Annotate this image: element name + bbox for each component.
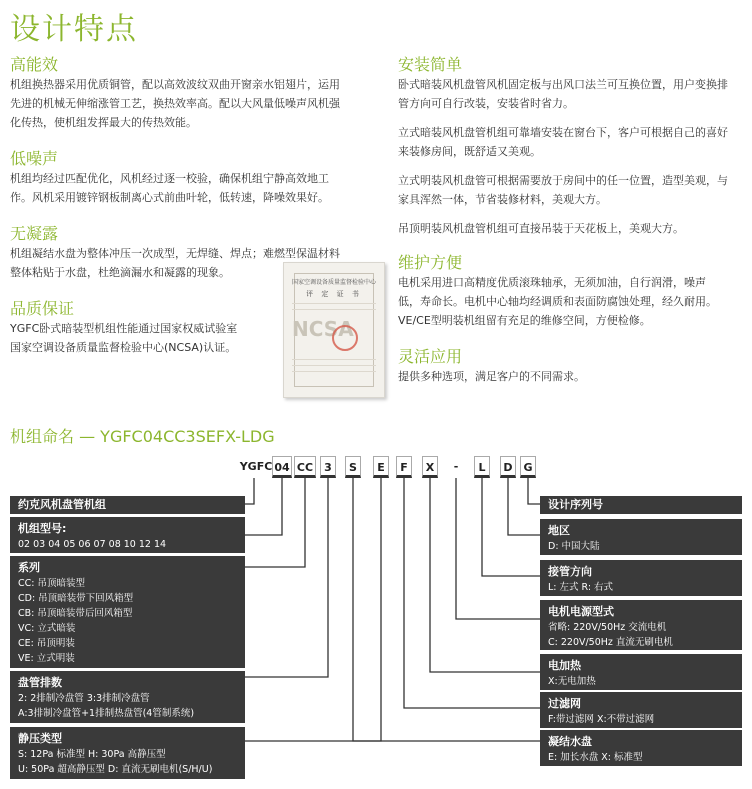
feature-heading: 安装简单 [398,55,463,74]
certificate-header: 国家空调设备质量监督检验中心 [291,279,376,286]
box-line: L: 左式 R: 右式 [548,582,614,593]
box-title: 机组型号: [18,522,67,535]
connector-filter [404,478,540,708]
naming-title: 机组命名 — YGFC04CC3SEFX-LDG [10,427,275,446]
box-region [540,519,742,555]
feature-line: 整体粘贴于水盘，杜绝滴漏水和凝露的现象。 [10,266,230,279]
box-title: 盘管排数 [18,676,62,689]
connector-rows [245,478,328,677]
box-model [10,517,245,553]
box-line: X:无电加热 [548,676,596,687]
code-rows: 3 [320,456,336,478]
connector-pipe [482,478,540,576]
feature-line: 机组均经过匹配优化，风机经过逐一校验，确保机组宁静高效地工 [10,172,329,185]
box-line: VE: 立式明装 [18,653,75,664]
feature-line: YGFC卧式暗装型机组性能通过国家权威试验室 [10,322,238,335]
code-heater: X [422,456,438,478]
code-dash: - [453,460,459,473]
feature-heading: 低噪声 [10,149,59,168]
box-line: CE: 吊顶明装 [18,638,75,649]
box-line: A:3排制冷盘管+1排制热盘管(4管制系统) [18,708,195,719]
box-static-pressure [10,727,245,779]
code-ygfc: YGFC [239,460,273,473]
box-motor-power [540,600,742,650]
box-title: 系列 [18,561,40,574]
box-design-serial [540,496,742,514]
box-title: 电加热 [548,659,581,672]
feature-heading: 高能效 [10,55,59,74]
box-title: 地区 [548,524,570,537]
box-line: 2: 2排制冷盘管 3:3排制冷盘管 [18,693,150,704]
box-filter [540,692,742,728]
code-static: S [345,456,361,478]
feature-line: 卧式暗装风机盘管风机固定板与出风口法兰可互换位置，用户变换排 [398,78,728,91]
box-line: 02 03 04 05 06 07 08 10 12 14 [18,539,167,550]
feature-line: 低，寿命长。电机中心轴均经调质和表面防腐蚀处理，经久耐用。 [398,295,717,308]
feature-line: 吊顶明装风机盘管机组可直接吊装于天花板上，美观大方。 [398,222,684,235]
feature-line: 电机采用进口高精度优质滚珠轴承，无须加油，自行润滑，噪声 [398,276,706,289]
box-unit-family [10,496,245,514]
connector-heater [430,478,540,672]
feature-line: 家具浑然一体，节省装修材料，美观大方。 [398,193,607,206]
feature-line: 管方向可自行改装，安装省时省力。 [398,97,574,110]
box-title: 设计序列号 [548,498,603,511]
connector-model [245,478,282,535]
box-series [10,556,245,668]
connector-static [245,478,381,741]
box-title: 电机电源型式 [548,605,614,618]
box-line: CB: 吊顶暗装带后回风箱型 [18,608,133,619]
connector-region [508,478,540,535]
code-filter: F [396,456,412,478]
code-design: G [520,456,536,478]
page-title: 设计特点 [10,12,138,47]
connector-design [528,478,540,504]
code-model: 04 [272,456,292,478]
feature-heading: 维护方便 [398,253,463,272]
code-region: D [500,456,516,478]
box-pipe-direction [540,560,742,596]
feature-line: 提供多种选项，满足客户的不同需求。 [398,370,585,383]
feature-heading: 无凝露 [10,224,59,243]
feature-line: VE/CE型明装机组留有充足的维修空间，方便检修。 [398,314,651,327]
box-line: 省略: 220V/50Hz 交流电机 [548,622,667,633]
connector-ygfc [245,478,254,504]
box-line: F:带过滤网 X:不带过滤网 [548,714,655,725]
feature-line: 先进的机械无伸缩涨管工艺，换热效率高。配以大风量低噪声风机强 [10,97,340,110]
code-drain: E [373,456,389,478]
box-title: 凝结水盘 [548,735,592,748]
certificate-title: 评 定 证 书 [306,290,362,298]
box-electric-heater [540,654,742,690]
box-line: E: 加长水盘 X: 标准型 [548,752,643,763]
feature-line: 立式明装风机盘管可根据需要放于房间中的任一位置，造型美观，与 [398,174,728,187]
box-coil-rows [10,671,245,723]
feature-heading: 灵活应用 [398,347,463,366]
feature-line: 国家空调设备质量监督检验中心(NCSA)认证。 [10,341,237,354]
feature-line: 来装修房间，既舒适又美观。 [398,145,541,158]
box-drain-pan [540,730,742,766]
feature-line: 化传热，使机组发挥最大的传热效能。 [10,116,197,129]
feature-line: 立式暗装风机盘管机组可靠墙安装在窗台下，客户可根据自己的喜好 [398,126,728,139]
box-title: 接管方向 [548,565,592,578]
feature-heading: 品质保证 [10,299,75,318]
box-line: D: 中国大陆 [548,541,600,552]
box-line: C: 220V/50Hz 直流无刷电机 [548,637,673,648]
box-title: 约克风机盘管机组 [18,498,106,511]
box-line: VC: 立式暗装 [18,623,76,634]
box-line: CD: 吊顶暗装带下回风箱型 [18,593,134,604]
box-title: 静压类型 [18,732,62,745]
feature-line: 作。风机采用镀锌钢板制离心式前曲叶轮，低转速，降噪效果好。 [10,191,329,204]
code-series: CC [294,456,316,478]
box-title: 过滤网 [548,697,581,710]
box-line: S: 12Pa 标准型 H: 30Pa 高静压型 [18,749,166,760]
certificate-mark: NCSA [292,317,354,341]
code-pipe: L [474,456,490,478]
feature-line: 机组换热器采用优质铜管，配以高效波纹双曲开窗亲水铝翅片，运用 [10,78,340,91]
box-line: CC: 吊顶暗装型 [18,578,85,589]
box-line: U: 50Pa 超高静压型 D: 直流无刷电机(S/H/U) [18,764,213,775]
feature-line: 机组凝结水盘为整体冲压一次成型，无焊缝、焊点；难燃型保温材料 [10,247,340,260]
